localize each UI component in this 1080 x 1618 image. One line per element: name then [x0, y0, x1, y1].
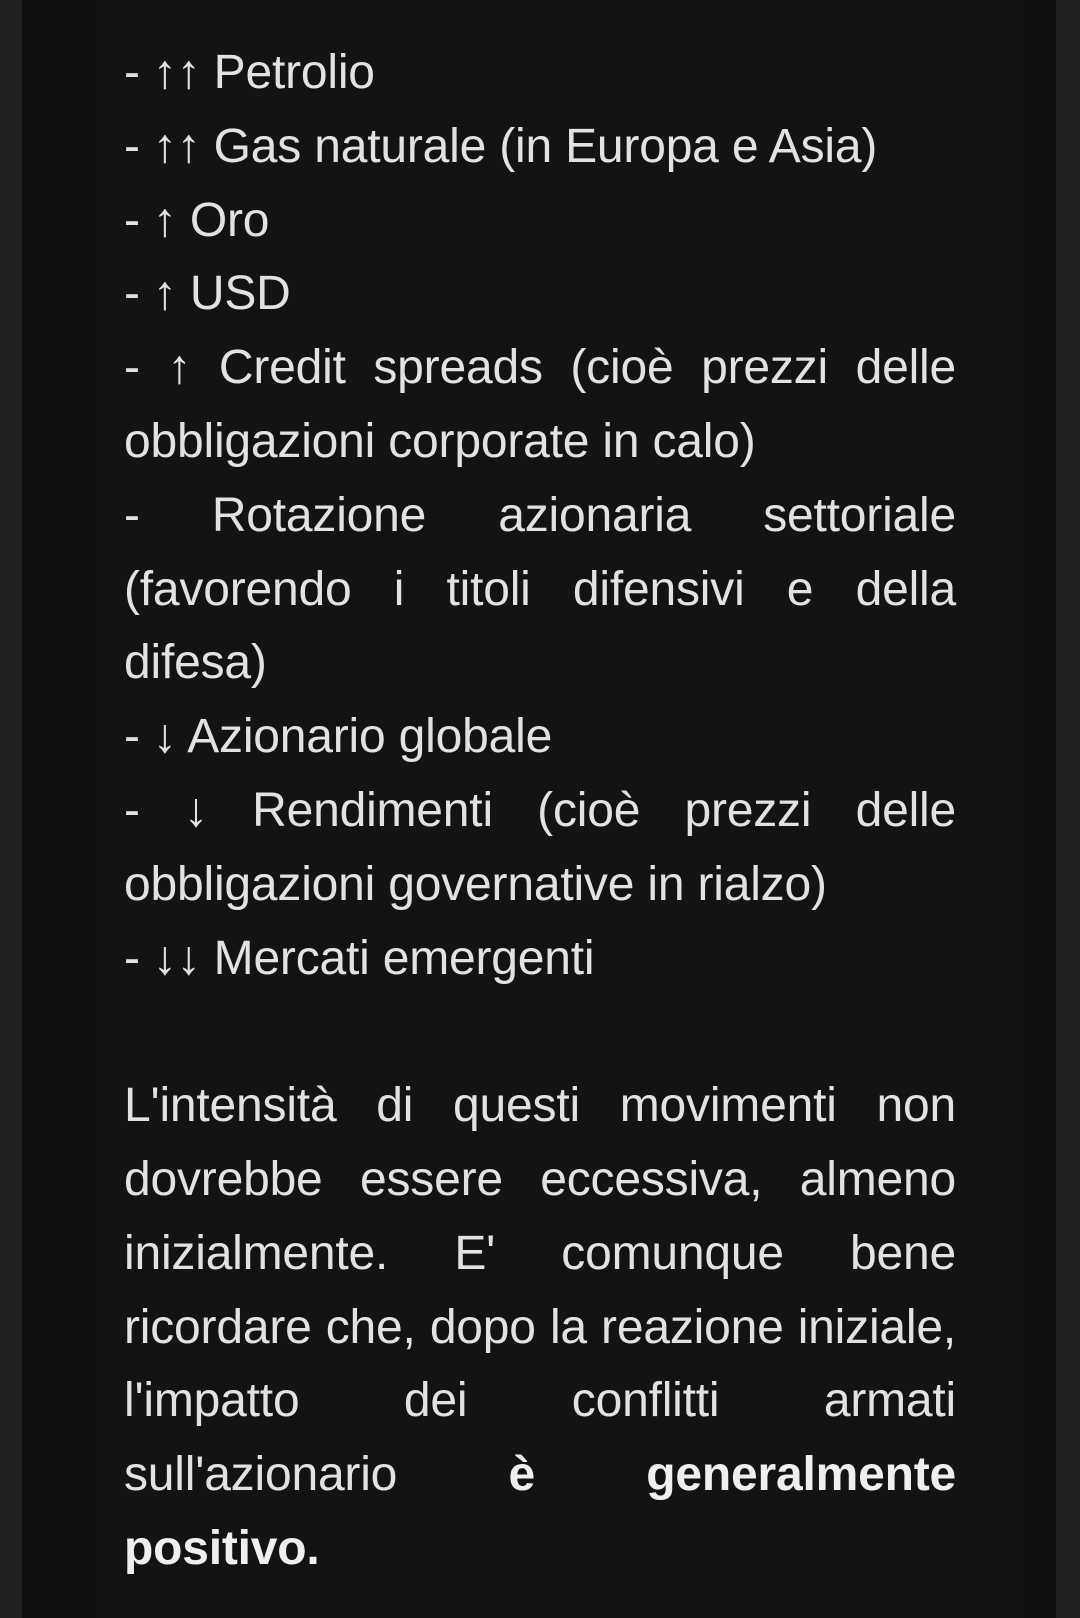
list-item-credit-spreads: - ↑ Credit spreads (cioè prezzi delle obbligazioni corporate in calo) [124, 341, 956, 468]
list-item-petrolio: - ↑↑ Petrolio [124, 46, 375, 99]
list-item-rendimenti: - ↓ Rendimenti (cioè prezzi delle obbligazioni governative in rialzo) [124, 783, 956, 911]
summary-text: L'intensità di questi movimenti non dovrebbe essere eccessiva, almeno inizialmente. E' comunque bene ricordare che, dopo la reazione iniziale, l'impatto dei conflitti armati sull'azionario [124, 1079, 956, 1502]
list-item-mercati-emergenti: - ↓↓ Mercati emergenti [124, 931, 595, 985]
summary-paragraph [124, 1069, 956, 1586]
list-item-rotazione-azionaria: - Rotazione azionaria settoriale (favorendo i titoli difensivi e della difesa) [124, 488, 956, 690]
summary-bold-text: è generalmente positivo. [124, 1448, 956, 1575]
left-gutter [0, 0, 22, 1618]
list-item-usd: - ↑ USD [124, 267, 291, 321]
list-item-azionario-globale: - ↓ Azionario globale [124, 710, 553, 764]
spacer [124, 995, 956, 1069]
article-body [124, 36, 956, 1586]
list-item-oro: - ↑ Oro [124, 193, 270, 247]
right-gutter [1056, 0, 1080, 1618]
list-item-gas-naturale: - ↑↑ Gas naturale (in Europa e Asia) [124, 119, 878, 173]
